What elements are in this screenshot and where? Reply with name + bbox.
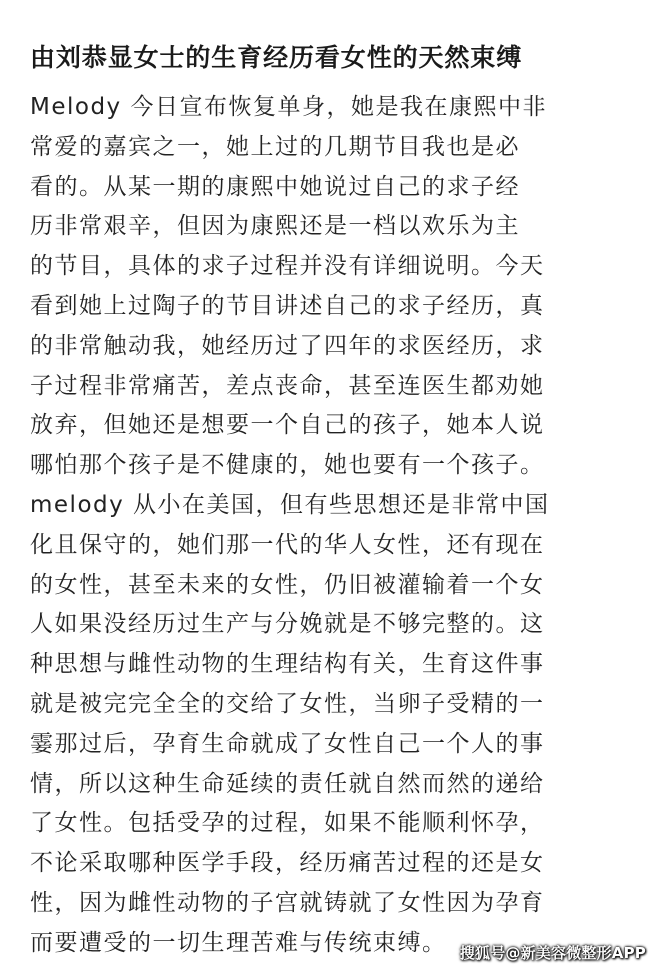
article-body-line: 常爱的嘉宾之一，她上过的几期节目我也是必 bbox=[30, 133, 520, 160]
article-body-line: melody 从小在美国，但有些思想还是非常中国 bbox=[30, 491, 550, 518]
article-body-line: 的女性，甚至未来的女性，仍旧被灌输着一个女 bbox=[30, 571, 545, 598]
article-body-line: 看的。从某一期的康熙中她说过自己的求子经 bbox=[30, 173, 520, 200]
article-title: 由刘恭显女士的生育经历看女性的天然束缚 bbox=[30, 43, 523, 72]
article-body-line: 的节目，具体的求子过程并没有详细说明。今天 bbox=[30, 253, 545, 280]
article-body-line: 历非常艰辛，但因为康熙还是一档以欢乐为主 bbox=[30, 213, 520, 240]
article-body-line: 人如果没经历过生产与分娩就是不够完整的。这 bbox=[30, 611, 545, 638]
article-body-line: 了女性。包括受孕的过程，如果不能顺利怀孕， bbox=[30, 810, 545, 837]
article-body-line: 就是被完完全全的交给了女性，当卵子受精的一 bbox=[30, 690, 545, 717]
source-watermark: 搜狐号@新美容微整形APP bbox=[459, 944, 646, 962]
article-body-line: 哪怕那个孩子是不健康的，她也要有一个孩子。 bbox=[30, 452, 545, 479]
article-body-line: Melody 今日宣布恢复单身，她是我在康熙中非 bbox=[30, 94, 547, 120]
article-body-line: 霎那过后，孕育生命就成了女性自己一个人的事 bbox=[30, 730, 545, 757]
article-body-line: 种思想与雌性动物的生理结构有关，生育这件事 bbox=[30, 651, 545, 678]
article-body-line: 放弃，但她还是想要一个自己的孩子，她本人说 bbox=[30, 412, 545, 439]
article-body-line: 化且保守的，她们那一代的华人女性，还有现在 bbox=[30, 531, 545, 558]
article-body-line: 而要遭受的一切生理苦难与传统束缚。 bbox=[30, 929, 447, 956]
article-body-line: 的非常触动我，她经历过了四年的求医经历，求 bbox=[30, 332, 545, 359]
article-body-line: 不论采取哪种医学手段，经历痛苦过程的还是女 bbox=[30, 850, 545, 877]
article-body-line: 子过程非常痛苦，差点丧命，甚至连医生都劝她 bbox=[30, 372, 545, 399]
article-body bbox=[30, 88, 650, 964]
article-body-line: 性，因为雌性动物的子宫就铸就了女性因为孕育 bbox=[30, 889, 545, 916]
article-body-line: 看到她上过陶子的节目讲述自己的求子经历，真 bbox=[30, 292, 545, 319]
article-body-line: 情，所以这种生命延续的责任就自然而然的递给 bbox=[30, 770, 545, 797]
